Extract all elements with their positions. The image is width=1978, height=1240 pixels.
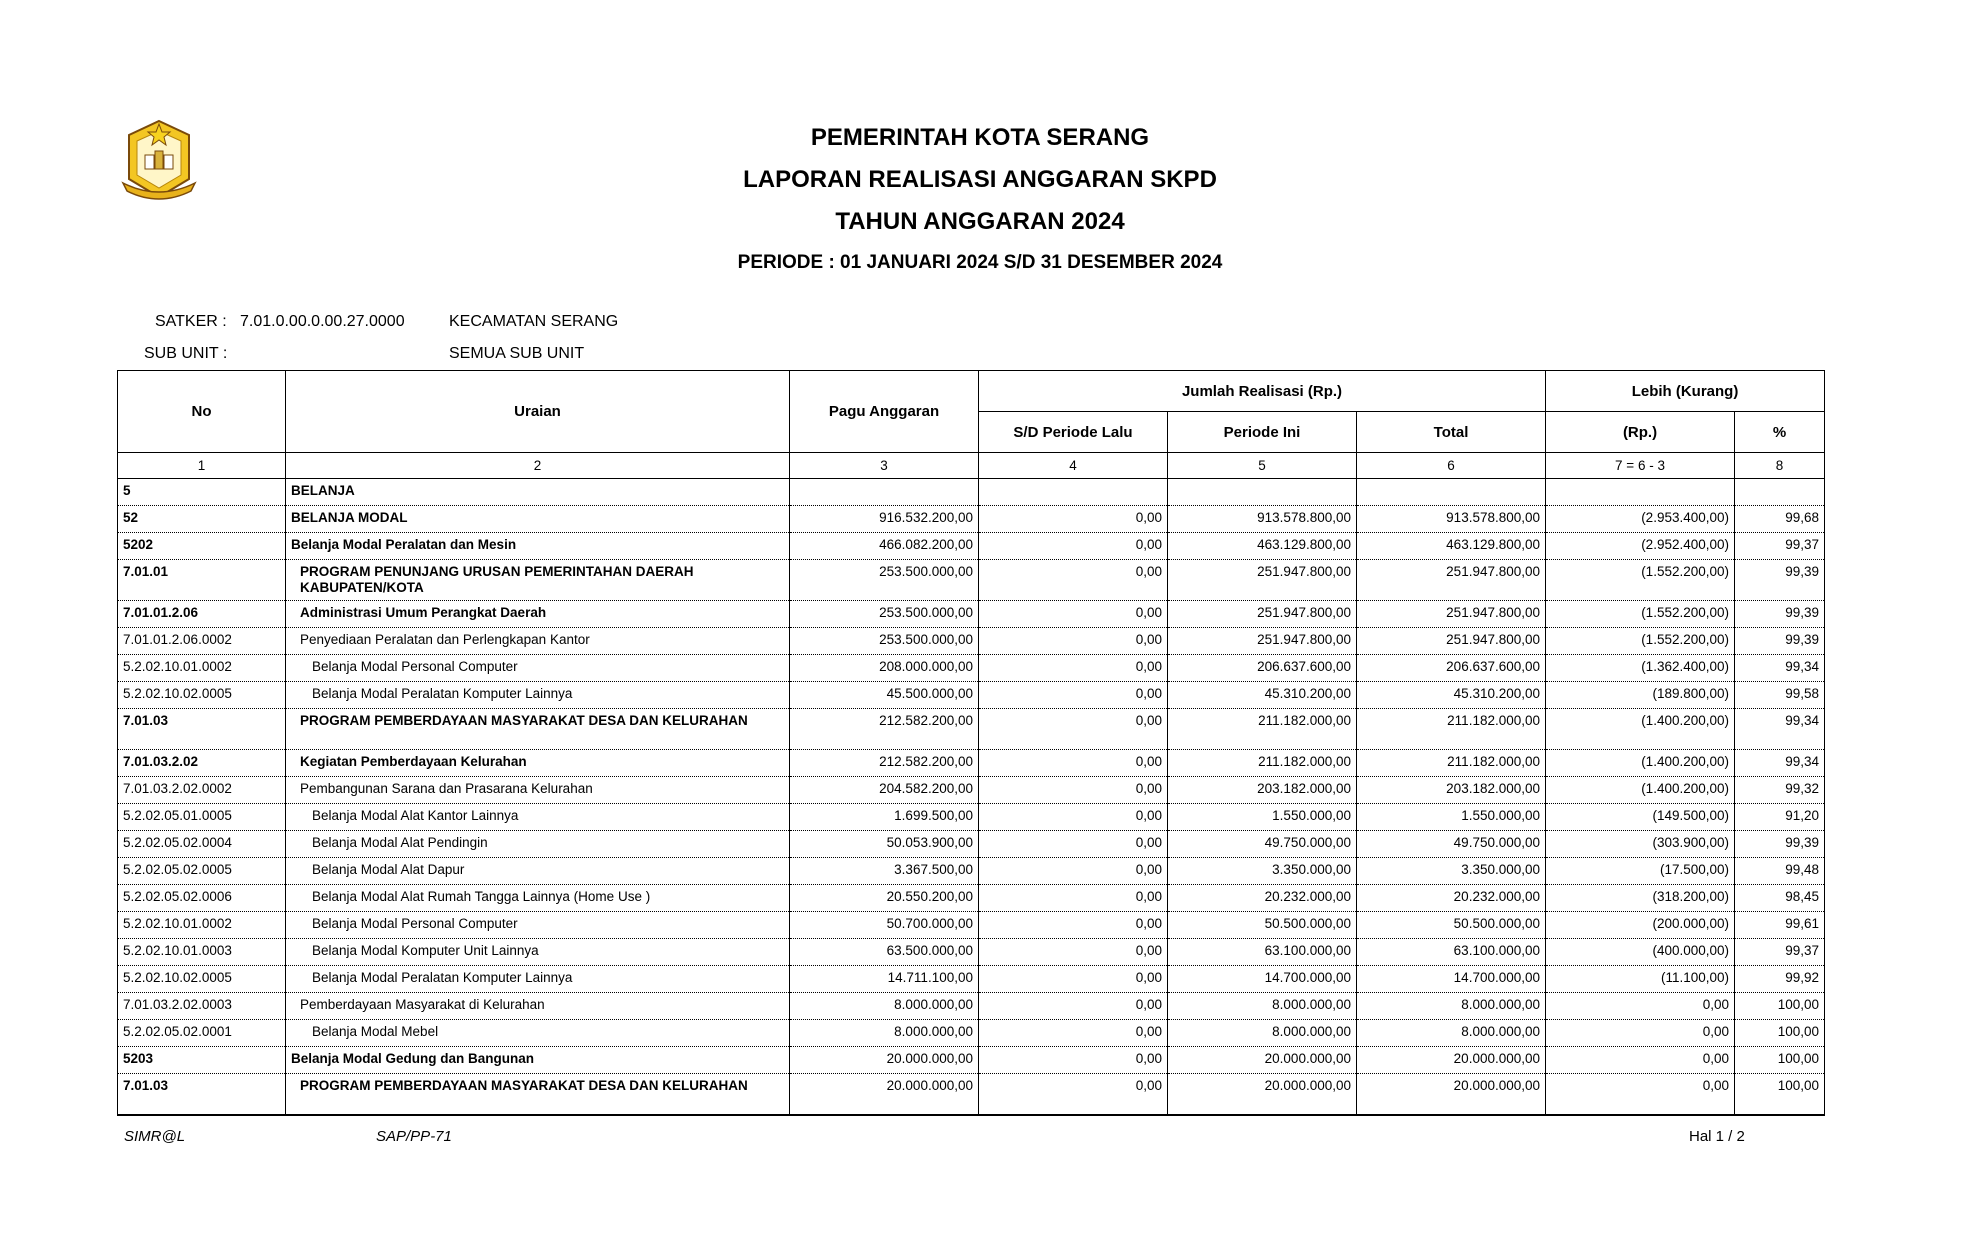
row-total: 14.700.000,00: [1357, 966, 1546, 993]
row-sd-periode-lalu: 0,00: [979, 1047, 1168, 1074]
row-no: 5.2.02.10.01.0003: [118, 939, 286, 966]
index-cell: 8: [1735, 453, 1825, 479]
row-periode-ini: 49.750.000,00: [1168, 831, 1357, 858]
row-total: 913.578.800,00: [1357, 506, 1546, 533]
row-sd-periode-lalu: 0,00: [979, 939, 1168, 966]
row-total: 8.000.000,00: [1357, 1020, 1546, 1047]
row-no: 7.01.03.2.02.0002: [118, 777, 286, 804]
row-no: 7.01.03: [118, 709, 286, 750]
row-lebih-rp: (1.552.200,00): [1546, 601, 1735, 628]
row-lebih-rp: (1.400.200,00): [1546, 777, 1735, 804]
row-uraian: PROGRAM PEMBERDAYAAN MASYARAKAT DESA DAN KELURAHAN: [286, 709, 790, 750]
row-pagu: 208.000.000,00: [790, 655, 979, 682]
row-pagu: 3.367.500,00: [790, 858, 979, 885]
row-sd-periode-lalu: 0,00: [979, 804, 1168, 831]
row-total: 251.947.800,00: [1357, 560, 1546, 601]
row-lebih-pct: 100,00: [1735, 1074, 1825, 1116]
row-lebih-rp: [1546, 479, 1735, 506]
row-lebih-rp: (1.552.200,00): [1546, 628, 1735, 655]
header-periode-ini: Periode Ini: [1168, 412, 1357, 453]
row-total: 20.000.000,00: [1357, 1074, 1546, 1116]
row-total: 251.947.800,00: [1357, 628, 1546, 655]
row-periode-ini: 463.129.800,00: [1168, 533, 1357, 560]
header-jumlah-realisasi: Jumlah Realisasi (Rp.): [979, 371, 1546, 412]
header-sd-periode-lalu: S/D Periode Lalu: [979, 412, 1168, 453]
report-title-government: PEMERINTAH KOTA SERANG: [810, 124, 1150, 151]
row-periode-ini: 20.000.000,00: [1168, 1047, 1357, 1074]
index-cell: 5: [1168, 453, 1357, 479]
row-total: 3.350.000,00: [1357, 858, 1546, 885]
row-uraian: Pembangunan Sarana dan Prasarana Kelurahan: [286, 777, 790, 804]
row-lebih-pct: 99,32: [1735, 777, 1825, 804]
row-lebih-pct: 100,00: [1735, 1047, 1825, 1074]
table-row: [118, 939, 1825, 966]
row-periode-ini: 20.000.000,00: [1168, 1074, 1357, 1116]
row-sd-periode-lalu: 0,00: [979, 655, 1168, 682]
row-lebih-pct: [1735, 479, 1825, 506]
row-periode-ini: 8.000.000,00: [1168, 993, 1357, 1020]
row-lebih-pct: 99,61: [1735, 912, 1825, 939]
row-lebih-pct: 99,39: [1735, 601, 1825, 628]
row-uraian: Belanja Modal Alat Dapur: [286, 858, 790, 885]
footer-app-name: SIMR@L: [124, 1128, 186, 1145]
row-uraian: Kegiatan Pemberdayaan Kelurahan: [286, 750, 790, 777]
row-total: 50.500.000,00: [1357, 912, 1546, 939]
table-row: [118, 750, 1825, 777]
row-pagu: 253.500.000,00: [790, 628, 979, 655]
row-lebih-pct: 99,34: [1735, 709, 1825, 750]
row-lebih-rp: (200.000,00): [1546, 912, 1735, 939]
row-uraian: Belanja Modal Gedung dan Bangunan: [286, 1047, 790, 1074]
row-uraian: Pemberdayaan Masyarakat di Kelurahan: [286, 993, 790, 1020]
row-lebih-pct: 100,00: [1735, 993, 1825, 1020]
report-period: PERIODE : 01 JANUARI 2024 S/D 31 DESEMBER 2024: [737, 252, 1223, 273]
row-no: 5.2.02.05.02.0005: [118, 858, 286, 885]
row-sd-periode-lalu: 0,00: [979, 628, 1168, 655]
row-no: 5.2.02.05.02.0001: [118, 1020, 286, 1047]
row-total: 211.182.000,00: [1357, 750, 1546, 777]
row-total: 463.129.800,00: [1357, 533, 1546, 560]
row-periode-ini: 50.500.000,00: [1168, 912, 1357, 939]
row-lebih-rp: (2.952.400,00): [1546, 533, 1735, 560]
row-total: 8.000.000,00: [1357, 993, 1546, 1020]
header-uraian: Uraian: [286, 371, 790, 453]
row-lebih-rp: (189.800,00): [1546, 682, 1735, 709]
row-uraian: Belanja Modal Peralatan Komputer Lainnya: [286, 966, 790, 993]
row-pagu: 1.699.500,00: [790, 804, 979, 831]
index-cell: 3: [790, 453, 979, 479]
row-lebih-rp: (318.200,00): [1546, 885, 1735, 912]
row-periode-ini: 206.637.600,00: [1168, 655, 1357, 682]
table-row: [118, 831, 1825, 858]
row-no: 5.2.02.05.02.0006: [118, 885, 286, 912]
row-sd-periode-lalu: 0,00: [979, 506, 1168, 533]
row-sd-periode-lalu: 0,00: [979, 709, 1168, 750]
subunit-label: SUB UNIT :: [144, 345, 228, 362]
row-lebih-pct: 99,37: [1735, 533, 1825, 560]
row-pagu: 20.550.200,00: [790, 885, 979, 912]
index-cell: 6: [1357, 453, 1546, 479]
index-cell: 2: [286, 453, 790, 479]
row-lebih-pct: 99,92: [1735, 966, 1825, 993]
row-periode-ini: 45.310.200,00: [1168, 682, 1357, 709]
row-sd-periode-lalu: 0,00: [979, 966, 1168, 993]
row-total: 49.750.000,00: [1357, 831, 1546, 858]
row-sd-periode-lalu: 0,00: [979, 601, 1168, 628]
row-no: 7.01.01.2.06: [118, 601, 286, 628]
header-lebih-kurang: Lebih (Kurang): [1546, 371, 1825, 412]
row-lebih-rp: 0,00: [1546, 1020, 1735, 1047]
row-lebih-rp: (17.500,00): [1546, 858, 1735, 885]
row-uraian: Belanja Modal Alat Rumah Tangga Lainnya (Home Use ): [286, 885, 790, 912]
budget-realization-table: [117, 370, 1825, 1116]
row-lebih-pct: 98,45: [1735, 885, 1825, 912]
row-pagu: 14.711.100,00: [790, 966, 979, 993]
row-total: 1.550.000,00: [1357, 804, 1546, 831]
row-no: 5202: [118, 533, 286, 560]
row-total: 63.100.000,00: [1357, 939, 1546, 966]
table-row: [118, 1020, 1825, 1047]
row-no: 52: [118, 506, 286, 533]
table-row: [118, 858, 1825, 885]
row-no: 5.2.02.05.02.0004: [118, 831, 286, 858]
header-pct: %: [1735, 412, 1825, 453]
row-lebih-pct: 91,20: [1735, 804, 1825, 831]
row-lebih-rp: 0,00: [1546, 1047, 1735, 1074]
table-row: [118, 655, 1825, 682]
row-lebih-rp: (1.400.200,00): [1546, 750, 1735, 777]
row-uraian: PROGRAM PENUNJANG URUSAN PEMERINTAHAN DAERAH KABUPATEN/KOTA: [286, 560, 790, 601]
footer-page-number: Hal 1 / 2: [1689, 1128, 1745, 1145]
table-row: [118, 533, 1825, 560]
city-emblem-logo: [117, 117, 201, 203]
row-sd-periode-lalu: 0,00: [979, 560, 1168, 601]
row-sd-periode-lalu: 0,00: [979, 858, 1168, 885]
header-total: Total: [1357, 412, 1546, 453]
row-pagu: 466.082.200,00: [790, 533, 979, 560]
table-row: [118, 885, 1825, 912]
row-pagu: 204.582.200,00: [790, 777, 979, 804]
row-uraian: Belanja Modal Peralatan Komputer Lainnya: [286, 682, 790, 709]
row-sd-periode-lalu: [979, 479, 1168, 506]
row-pagu: 212.582.200,00: [790, 750, 979, 777]
row-uraian: Belanja Modal Alat Kantor Lainnya: [286, 804, 790, 831]
row-uraian: Belanja Modal Mebel: [286, 1020, 790, 1047]
row-lebih-rp: (11.100,00): [1546, 966, 1735, 993]
row-total: [1357, 479, 1546, 506]
row-lebih-pct: 99,39: [1735, 628, 1825, 655]
report-title-year: TAHUN ANGGARAN 2024: [835, 208, 1125, 235]
row-lebih-pct: 99,34: [1735, 750, 1825, 777]
row-uraian: Belanja Modal Alat Pendingin: [286, 831, 790, 858]
footer-report-code: SAP/PP-71: [376, 1128, 452, 1145]
row-sd-periode-lalu: 0,00: [979, 750, 1168, 777]
row-pagu: 253.500.000,00: [790, 601, 979, 628]
satker-label: SATKER :: [155, 313, 227, 330]
row-uraian: BELANJA: [286, 479, 790, 506]
satker-name: KECAMATAN SERANG: [449, 313, 619, 330]
row-pagu: [790, 479, 979, 506]
row-periode-ini: 8.000.000,00: [1168, 1020, 1357, 1047]
row-uraian: PROGRAM PEMBERDAYAAN MASYARAKAT DESA DAN KELURAHAN: [286, 1074, 790, 1116]
row-pagu: 212.582.200,00: [790, 709, 979, 750]
row-periode-ini: 3.350.000,00: [1168, 858, 1357, 885]
table-row: [118, 912, 1825, 939]
row-lebih-pct: 100,00: [1735, 1020, 1825, 1047]
row-periode-ini: 63.100.000,00: [1168, 939, 1357, 966]
row-periode-ini: 251.947.800,00: [1168, 560, 1357, 601]
row-periode-ini: 211.182.000,00: [1168, 750, 1357, 777]
table-row: [118, 682, 1825, 709]
row-uraian: Belanja Modal Personal Computer: [286, 912, 790, 939]
row-no: 7.01.01.2.06.0002: [118, 628, 286, 655]
row-total: 20.000.000,00: [1357, 1047, 1546, 1074]
row-sd-periode-lalu: 0,00: [979, 993, 1168, 1020]
table-row: [118, 628, 1825, 655]
row-pagu: 50.700.000,00: [790, 912, 979, 939]
row-lebih-rp: (303.900,00): [1546, 831, 1735, 858]
index-cell: 4: [979, 453, 1168, 479]
row-lebih-pct: 99,68: [1735, 506, 1825, 533]
row-lebih-rp: 0,00: [1546, 1074, 1735, 1116]
row-uraian: Belanja Modal Peralatan dan Mesin: [286, 533, 790, 560]
row-periode-ini: 251.947.800,00: [1168, 601, 1357, 628]
row-total: 203.182.000,00: [1357, 777, 1546, 804]
row-total: 251.947.800,00: [1357, 601, 1546, 628]
row-no: 5.2.02.10.02.0005: [118, 682, 286, 709]
row-lebih-rp: (1.400.200,00): [1546, 709, 1735, 750]
row-no: 5.2.02.10.02.0005: [118, 966, 286, 993]
table-row: [118, 777, 1825, 804]
table-row: [118, 601, 1825, 628]
row-total: 211.182.000,00: [1357, 709, 1546, 750]
row-periode-ini: 203.182.000,00: [1168, 777, 1357, 804]
table-row: [118, 560, 1825, 601]
row-no: 5203: [118, 1047, 286, 1074]
row-uraian: Penyediaan Peralatan dan Perlengkapan Kantor: [286, 628, 790, 655]
row-sd-periode-lalu: 0,00: [979, 1074, 1168, 1116]
row-lebih-rp: 0,00: [1546, 993, 1735, 1020]
row-lebih-rp: (149.500,00): [1546, 804, 1735, 831]
row-no: 7.01.03: [118, 1074, 286, 1116]
index-cell: 1: [118, 453, 286, 479]
row-lebih-pct: 99,34: [1735, 655, 1825, 682]
row-total: 20.232.000,00: [1357, 885, 1546, 912]
row-lebih-pct: 99,37: [1735, 939, 1825, 966]
row-lebih-rp: (2.953.400,00): [1546, 506, 1735, 533]
row-no: 5.2.02.10.01.0002: [118, 655, 286, 682]
row-lebih-pct: 99,39: [1735, 560, 1825, 601]
row-no: 5.2.02.10.01.0002: [118, 912, 286, 939]
row-periode-ini: 1.550.000,00: [1168, 804, 1357, 831]
row-no: 5: [118, 479, 286, 506]
row-periode-ini: 20.232.000,00: [1168, 885, 1357, 912]
row-no: 5.2.02.05.01.0005: [118, 804, 286, 831]
row-uraian: Belanja Modal Personal Computer: [286, 655, 790, 682]
table-row: [118, 709, 1825, 750]
row-lebih-rp: (1.552.200,00): [1546, 560, 1735, 601]
satker-code: 7.01.0.00.0.00.27.0000: [240, 313, 405, 330]
row-sd-periode-lalu: 0,00: [979, 831, 1168, 858]
index-cell: 7 = 6 - 3: [1546, 453, 1735, 479]
row-uraian: Administrasi Umum Perangkat Daerah: [286, 601, 790, 628]
table-row: [118, 479, 1825, 506]
table-row: [118, 804, 1825, 831]
subunit-name: SEMUA SUB UNIT: [449, 345, 585, 362]
row-uraian: BELANJA MODAL: [286, 506, 790, 533]
row-pagu: 8.000.000,00: [790, 1020, 979, 1047]
row-total: 206.637.600,00: [1357, 655, 1546, 682]
table-row: [118, 993, 1825, 1020]
row-sd-periode-lalu: 0,00: [979, 885, 1168, 912]
row-periode-ini: 251.947.800,00: [1168, 628, 1357, 655]
row-pagu: 45.500.000,00: [790, 682, 979, 709]
row-lebih-rp: (400.000,00): [1546, 939, 1735, 966]
row-pagu: 253.500.000,00: [790, 560, 979, 601]
row-no: 7.01.03.2.02: [118, 750, 286, 777]
row-periode-ini: 14.700.000,00: [1168, 966, 1357, 993]
row-sd-periode-lalu: 0,00: [979, 533, 1168, 560]
row-lebih-pct: 99,58: [1735, 682, 1825, 709]
row-pagu: 20.000.000,00: [790, 1047, 979, 1074]
row-total: 45.310.200,00: [1357, 682, 1546, 709]
row-uraian: Belanja Modal Komputer Unit Lainnya: [286, 939, 790, 966]
row-pagu: 20.000.000,00: [790, 1074, 979, 1116]
row-sd-periode-lalu: 0,00: [979, 682, 1168, 709]
row-sd-periode-lalu: 0,00: [979, 912, 1168, 939]
header-pagu: Pagu Anggaran: [790, 371, 979, 453]
table-row: [118, 1047, 1825, 1074]
table-row: [118, 966, 1825, 993]
row-sd-periode-lalu: 0,00: [979, 1020, 1168, 1047]
table-row: [118, 506, 1825, 533]
row-lebih-pct: 99,39: [1735, 831, 1825, 858]
row-periode-ini: 211.182.000,00: [1168, 709, 1357, 750]
row-no: 7.01.01: [118, 560, 286, 601]
row-sd-periode-lalu: 0,00: [979, 777, 1168, 804]
report-title-main: LAPORAN REALISASI ANGGARAN SKPD: [743, 166, 1217, 193]
row-pagu: 50.053.900,00: [790, 831, 979, 858]
header-no: No: [118, 371, 286, 453]
row-pagu: 8.000.000,00: [790, 993, 979, 1020]
row-pagu: 63.500.000,00: [790, 939, 979, 966]
row-pagu: 916.532.200,00: [790, 506, 979, 533]
header-rp: (Rp.): [1546, 412, 1735, 453]
row-lebih-rp: (1.362.400,00): [1546, 655, 1735, 682]
row-periode-ini: 913.578.800,00: [1168, 506, 1357, 533]
row-periode-ini: [1168, 479, 1357, 506]
table-row: [118, 1074, 1825, 1116]
row-no: 7.01.03.2.02.0003: [118, 993, 286, 1020]
row-lebih-pct: 99,48: [1735, 858, 1825, 885]
